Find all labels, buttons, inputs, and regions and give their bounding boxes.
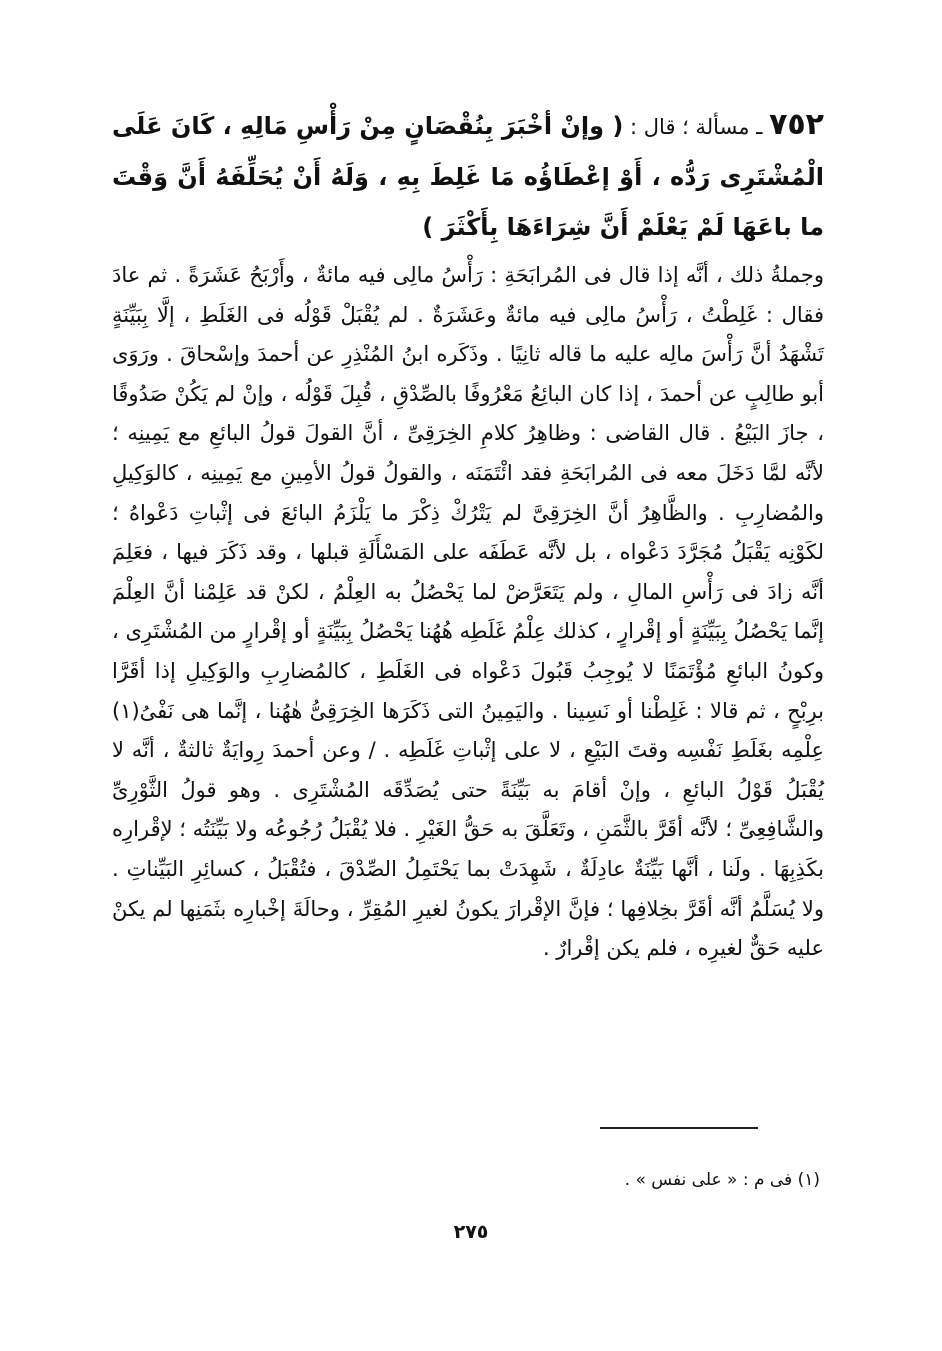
- page-number: ٢٧٥: [453, 1221, 489, 1243]
- footnote-separator: [600, 1127, 758, 1129]
- footnote: (١) فى م : « على نفس » .: [624, 1170, 820, 1190]
- commentary-paragraph: وجملةُ ذلك ، أنَّه إذا قال فى المُرابَحَةِ : رَأْسُ مالِى فيه مائةٌ ، وأَرْبَحُ عَشَرَةً . ثم عادَ فقال : غَلِطْتُ ، رَأْسُ مالِى فيه مائةٌ وعَشَرَةٌ . لم يُقْبَلْ قَوْلُه فى الغَلَطِ ، إلَّا بِبَيِّنَةٍ تَشْهَدُ أنَّ رَأْسَ مالِه عليه ما قاله ثانِيًا . وذَكَره ابنُ المُنْذِرِ عن أحمدَ وإسْحاقَ . ورَوَى أبو طالِبٍ عن أحمدَ ، إذا كان البائِعُ مَعْرُوفًا بالصِّدْقِ ، قُبِلَ قَوْلُه ، وإنْ لم يَكُنْ صَدُوقًا ، جازَ البَيْعُ . قال القاضى : وظاهِرُ كلامِ الخِرَقِىِّ ، أنَّ القولَ قولُ البائعِ مع يَمِينِه ؛ لأنَّه لمَّا دَخَلَ معه فى المُرابَحَةِ فقد ائْتَمَنَه ، والقولُ قولُ الأمِينِ مع يَمِينِه ، كالوَكِيلِ والمُضارِبِ . والظَّاهِرُ أنَّ الخِرَقِىَّ لم يَتْرُكْ ذِكْرَ ما يَلْزَمُ البائعَ فى إثْباتِ دَعْواهُ ؛ لكَوْنِه يَقْبَلُ مُجَرَّدَ دَعْواه ، بل لأنَّه عَطَفَه على المَسْأَلَةِ قبلها ، وقد ذَكَرَ فيها ، فعَلِمَ أنَّه زادَ فى رَأْسِ المالِ ، ولم يَتَعَرَّضْ لما يَحْصُلُ به العِلْمُ ، لكنْ قد عَلِمْنا أنَّ العِلْمَ إنَّما يَحْصُلُ بِبَيِّنَةٍ أو إقْرارٍ ، كذلك عِلْمُ غَلَطِه هُهُنا يَحْصُلُ بِبَيِّنَةٍ أو إقْرارٍ من المُشْتَرِى ، وكونُ البائعِ مُؤْتَمَنًا لا يُوجِبُ قَبُولَ دَعْواه فى الغَلَطِ ، كالمُضارِبِ والوَكِيلِ إذا أقَرَّا برِبْحٍ ، ثم قالا : غَلِطْنا أو نَسِينا . واليَمِينُ التى ذَكَرَها الخِرَقِىُّ هٰهُنا ، إنَّما هى نَفْىُ(١) عِلْمِه بغَلَطِ نَفْسِه وقتَ البَيْعِ ، لا على إثْباتِ غَلَطِه . / وعن أحمدَ رِوايَةٌ ثالثةٌ ، أنَّه لا يُقْبَلُ قَوْلُ البائعِ ، وإنْ أقامَ به بَيِّنَةً حتى يُصَدِّقَه المُشْتَرِى . وهو قولُ الثَّوْرِىِّ والشَّافِعِىِّ ؛ لأنَّه أقَرَّ بالثَّمَنِ ، وتَعَلَّقَ به حَقُّ الغَيْرِ . فلا يُقْبَلُ رُجُوعُه ولا بَيِّنَتُه ؛ لإقْرارِه بكَذِبِهَا . ولَنا ، أنَّها بَيِّنَةٌ عادِلَةٌ ، شَهِدَتْ بما يَحْتَمِلُ الصِّدْقَ ، فتُقْبَلُ ، كسائِرِ البَيِّناتِ . ولا يُسَلَّمُ أنَّه أقَرَّ بخِلافِها ؛ فإنَّ الإقْرارَ يكونُ لغيرِ المُقِرِّ ، وحالَةَ إخْبارِه بثَمَنِها لم يكنْ عليه حَقٌّ لغيرِه ، فلم يكن إقْرارٌ .: [112, 263, 824, 961]
- issue-text: ( وإنْ أخْبَرَ بِنُقْصَانٍ مِنْ رَأْسِ مَالِهِ ، كَانَ عَلَى الْمُشْتَرِى رَدُّه ، أَوْ إعْطَاؤُه مَا غَلِطَ بِهِ ، وَلَهُ أَنْ يُحَلِّفَهُ أَنَّ وَقْتَ ما باعَهَا لَمْ يَعْلَمْ أَنَّ شِرَاءَهَا بِأَكْثَرَ ): [112, 112, 824, 241]
- issue-heading: [112, 100, 824, 252]
- issue-intro: ـ مسألة ؛ قال :: [623, 115, 770, 139]
- issue-number: ٧٥٢: [769, 107, 824, 142]
